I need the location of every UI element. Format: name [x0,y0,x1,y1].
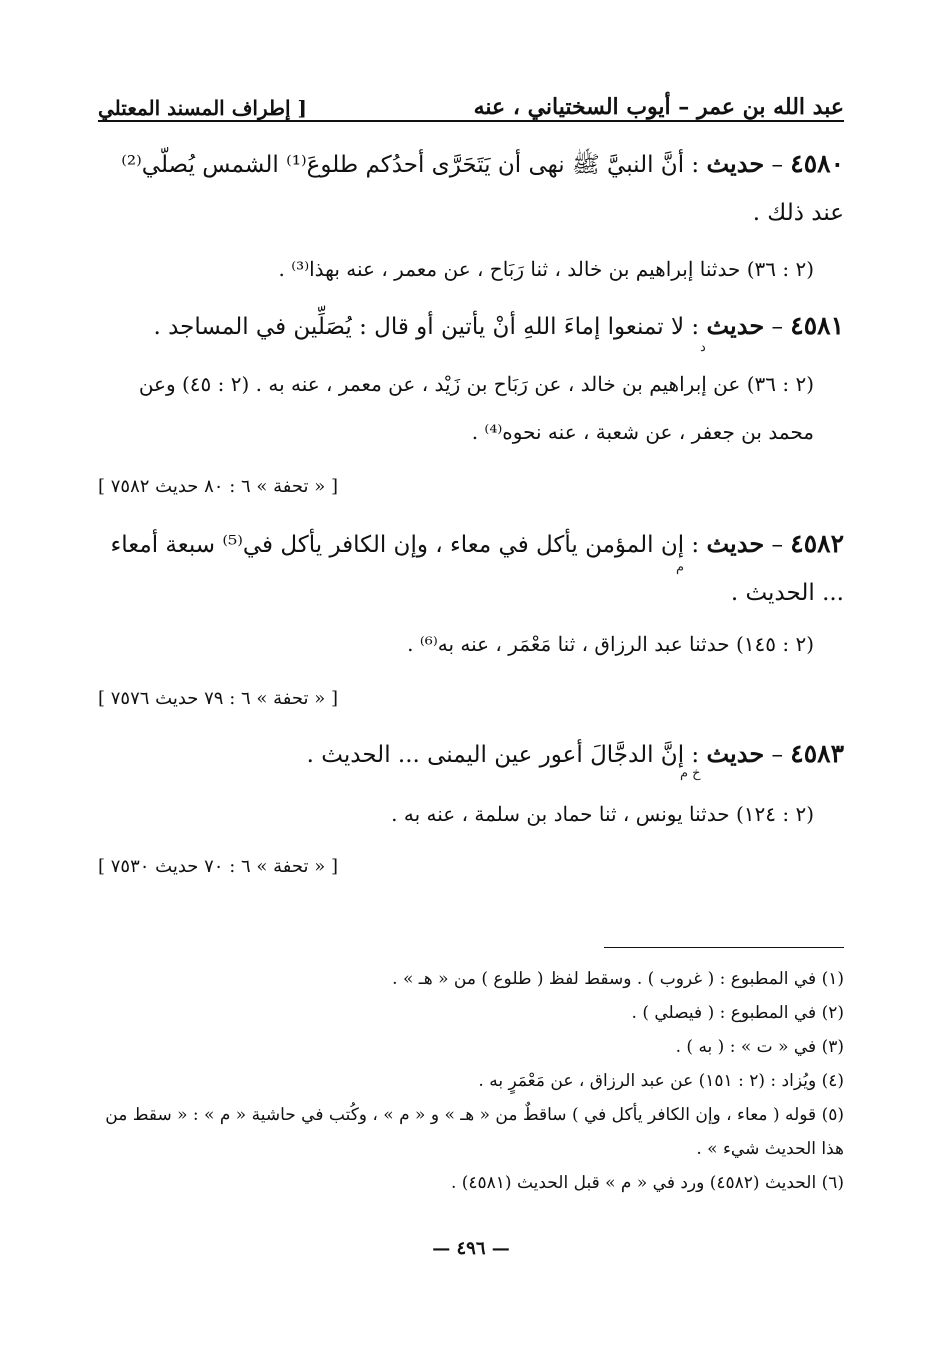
siglum-4583: خ م [680,766,701,781]
hadith-text: : لا تمنعوا إماءَ اللهِ أنْ يأتين أو قال : يُصَلِّين في المساجد . [153,314,700,340]
hadith-4580: ٤٥٨٠ – حديث : أنَّ النبيَّ ﷺ نهى أن يَتَحَرَّى أحدُكم طلوعَ⁽¹⁾ الشمس يُصلّي⁽²⁾ عند ذلك . [121,149,844,226]
hadith-number: ٤٥٨٠ [790,149,844,178]
hadith-text: : أنَّ النبيَّ ﷺ نهى أن يَتَحَرَّى أحدُكم طلوعَ⁽¹⁾ الشمس يُصلّي⁽²⁾ عند ذلك . [121,152,844,226]
header-left-title: [ إطراف المسند المعتلي [98,96,307,120]
hadith-number: ٤٥٨١ [790,311,844,340]
isnad-4582: (٢ : ١٤٥) حدثنا عبد الرزاق ، ثنا مَعْمَر ، عنه به⁽⁶⁾ . [407,632,814,656]
footnote-2: (٢) في المطبوع : ( فيصلي ) . [631,1003,844,1023]
footnote-5: (٥) قوله ( معاء ، وإن الكافر يأكل في ) ساقطٌ من « هـ » و « م » ، وكُتب في حاشية « م » : « سقط من هذا الحديث شيء » . [105,1105,844,1159]
hadith-number: ٤٥٨٣ [790,739,844,768]
hadith-text: : إن المؤمن يأكل في معاء ، وإن الكافر يأكل في⁽⁵⁾ سبعة أمعاء ... الحديث . [110,532,844,606]
footnote-4: (٤) ويُزاد : (٢ : ١٥١) عن عبد الرزاق ، عن مَعْمَرٍ به . [478,1071,844,1091]
tuhfa-ref-4582 [98,684,844,714]
footnote-6: (٦) الحديث (٤٥٨٢) ورد في « م » قبل الحديث (٤٥٨١) . [450,1173,844,1193]
tuhfa-ref-4583 [98,852,844,882]
footnote-3: (٣) في « ت » : ( به ) . [675,1037,844,1057]
hadith-keyword: حديث [706,739,765,768]
hadith-4582: ٤٥٨٢ – حديث : إن المؤمن يأكل في معاء ، وإن الكافر يأكل في⁽⁵⁾ سبعة أمعاء ... الحديث . [110,529,844,606]
tuhfa-ref: [ « تحفة » ٦ : ٧٠ حديث ٧٥٣٠ ] [98,856,338,877]
isnad-4581: (٢ : ٣٦) عن إبراهيم بن خالد ، عن رَبَاح بن زَيْد ، عن معمر ، عنه به . (٢ : ٤٥) وعن محمد بن جعفر ، عن شعبة ، عنه نحوه⁽⁴⁾ . [138,372,814,444]
page-number: — ٤٩٦ — [432,1238,510,1259]
footnotes [98,962,844,1200]
tuhfa-ref: [ « تحفة » ٦ : ٨٠ حديث ٧٥٨٢ ] [98,476,338,497]
hadith-4583: ٤٥٨٣ – حديث : إنَّ الدجَّالَ أعور عين اليمنى ... الحديث . [306,739,844,768]
siglum-4581: د [700,340,706,355]
hadith-number: ٤٥٨٢ [790,529,844,558]
tuhfa-ref: [ « تحفة » ٦ : ٧٩ حديث ٧٥٧٦ ] [98,688,338,709]
running-header [98,84,844,120]
isnad-4583: (٢ : ١٢٤) حدثنا يونس ، ثنا حماد بن سلمة ، عنه به . [391,802,814,826]
hadith-keyword: حديث [706,311,765,340]
header-rule [98,120,844,122]
isnad-4580: (٢ : ٣٦) حدثنا إبراهيم بن خالد ، ثنا رَبَاح ، عن معمر ، عنه بهذا⁽³⁾ . [278,257,814,281]
hadith-keyword: حديث [706,149,765,178]
hadith-keyword: حديث [706,529,765,558]
hadith-4581: ٤٥٨١ – حديث : لا تمنعوا إماءَ اللهِ أنْ يأتين أو قال : يُصَلِّين في المساجد . [153,311,844,340]
footnote-rule [604,947,844,948]
header-right-title: عبد الله بن عمر – أيوب السختياني ، عنه [473,94,844,120]
tuhfa-ref-4581 [98,472,844,502]
hadith-text: : إنَّ الدجَّالَ أعور عين اليمنى ... الحديث . [306,742,700,768]
siglum-4582: م [676,560,685,575]
footnote-1: (١) في المطبوع : ( غروب ) . وسقط لفظ ( طلوع ) من « هـ » . [392,969,844,989]
